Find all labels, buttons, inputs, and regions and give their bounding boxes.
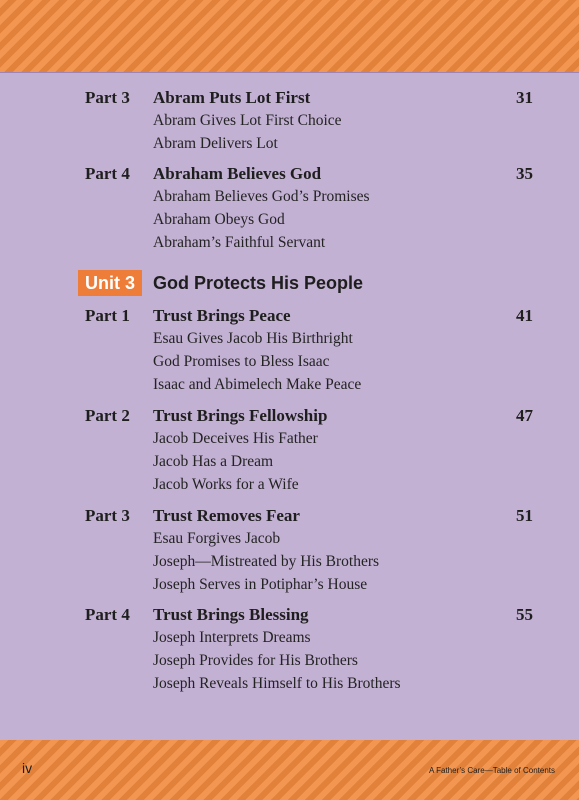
lesson-title: Abraham Obeys God: [153, 211, 285, 228]
part-number: Part 3: [85, 88, 130, 107]
lesson-title: Abraham’s Faithful Servant: [153, 234, 326, 251]
part-heading: [85, 605, 545, 629]
lesson-title: Jacob Works for a Wife: [153, 476, 299, 493]
lesson-title: Esau Forgives Jacob: [153, 530, 281, 547]
part-heading: [85, 506, 545, 530]
part-heading: [85, 406, 545, 430]
lesson-title: Jacob Deceives His Father: [153, 430, 318, 447]
lesson-title: God Promises to Bless Isaac: [153, 353, 330, 370]
lesson-title: Joseph Serves in Potiphar’s House: [153, 576, 368, 593]
part-title: Trust Brings Peace: [153, 306, 291, 325]
lesson-title: Joseph Reveals Himself to His Brothers: [153, 675, 401, 692]
lesson-title: Joseph Interprets Dreams: [153, 629, 311, 646]
part-page-number: 55: [516, 605, 533, 624]
part-title: Trust Brings Blessing: [153, 605, 309, 624]
part-title: Trust Removes Fear: [153, 506, 300, 525]
lesson-title: Jacob Has a Dream: [153, 453, 274, 470]
unit-title: God Protects His People: [153, 273, 364, 293]
page-number: iv: [22, 760, 33, 776]
part-number: Part 4: [85, 164, 130, 183]
part-page-number: 31: [516, 88, 533, 107]
part-page-number: 47: [516, 406, 533, 425]
part-title: Abram Puts Lot First: [153, 88, 311, 107]
toc-part: [85, 306, 545, 399]
toc-part: [85, 406, 545, 499]
unit-badge: Unit 3: [78, 270, 142, 296]
lesson-title: Joseph Provides for His Brothers: [153, 652, 358, 669]
part-heading: [85, 88, 545, 112]
part-heading: [85, 164, 545, 188]
part-page-number: 41: [516, 306, 533, 325]
lesson-title: Isaac and Abimelech Make Peace: [153, 376, 362, 393]
part-number: Part 3: [85, 506, 130, 525]
part-page-number: 35: [516, 164, 533, 183]
running-footer-title: A Father’s Care—Table of Contents: [429, 766, 555, 775]
lesson-title: Abram Delivers Lot: [153, 135, 278, 152]
part-heading: [85, 306, 545, 330]
part-page-number: 51: [516, 506, 533, 525]
toc-part: [85, 164, 545, 257]
part-number: Part 2: [85, 406, 130, 425]
part-number: Part 1: [85, 306, 130, 325]
part-title: Abraham Believes God: [153, 164, 322, 183]
part-number: Part 4: [85, 605, 130, 624]
toc-part: [85, 506, 545, 599]
toc-part: [85, 605, 545, 698]
lesson-title: Esau Gives Jacob His Birthright: [153, 330, 353, 347]
part-title: Trust Brings Fellowship: [153, 406, 328, 425]
toc-part: [85, 88, 545, 158]
lesson-title: Joseph—Mistreated by His Brothers: [153, 553, 380, 570]
top-decorative-band: [0, 0, 579, 72]
lesson-title: Abraham Believes God’s Promises: [153, 188, 370, 205]
lesson-title: Abram Gives Lot First Choice: [153, 112, 342, 129]
